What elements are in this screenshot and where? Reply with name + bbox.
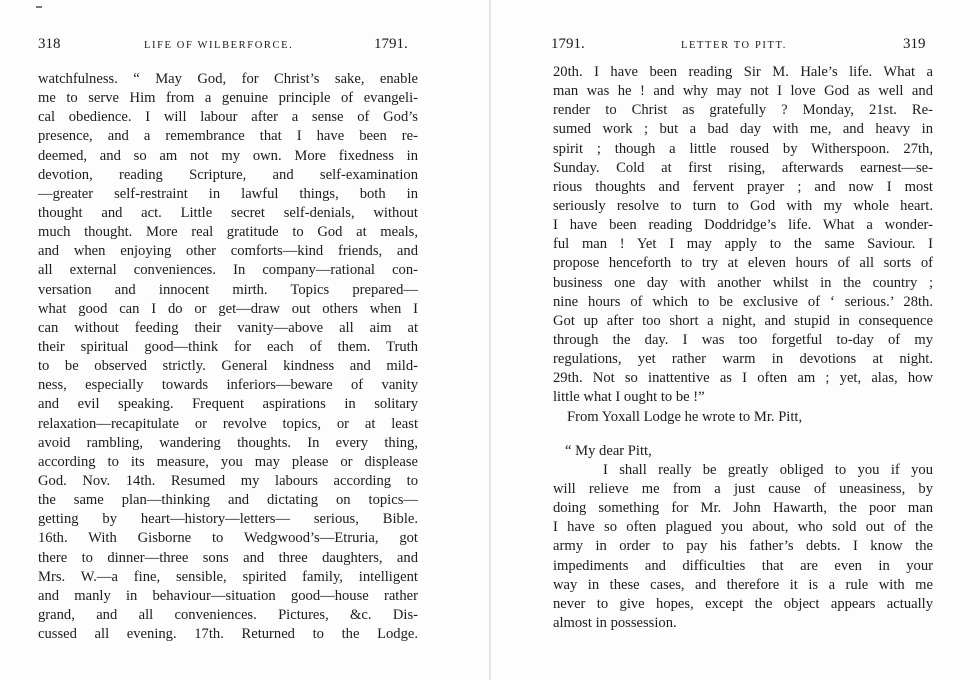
text-line: ness, especially towards inferiors—beware of vanity (38, 377, 418, 394)
left-body-text (38, 70, 418, 644)
text-line: devotion, reading Scripture, and self-examination (38, 166, 418, 183)
letter-line: I shall really be greatly obliged to you if you (603, 461, 933, 478)
letter-line: will relieve me from a just cause of uneasiness, by (553, 480, 933, 497)
left-running-head (38, 36, 418, 56)
right-running-head (551, 36, 931, 56)
letter-line: way in these cases, and therefore it is a rule with me (553, 576, 933, 593)
text-line: ful man ! Yet I may apply to the same Saviour. I (553, 236, 933, 253)
text-line: and when enjoying other comforts—kind friends, and (38, 243, 418, 260)
text-line: sumed work ; but a bad day with me, and heavy in (553, 121, 933, 138)
text-line: cal obedience. I will labour after a sense of God’s (38, 109, 418, 126)
letter-line: never to give hopes, except the object appears actually (553, 595, 933, 612)
text-line: me to serve Him from a genuine principle of evangeli- (38, 90, 418, 107)
right-body-text (553, 63, 933, 633)
text-line: Sunday. Cold at first rising, afterwards earnest—se- (553, 159, 933, 176)
text-line: little what I ought to be !” (553, 389, 705, 406)
right-running-year: 1791. (551, 36, 585, 52)
letter-line: doing something for Mr. John Hawarth, the poor man (553, 500, 933, 517)
right-page (491, 0, 980, 680)
left-running-title: LIFE OF WILBERFORCE. (144, 40, 294, 51)
text-line: presence, and a remembrance that I have been re- (38, 128, 418, 145)
letter-line: almost in possession. (553, 614, 677, 631)
text-line: the same plan—thinking and dictating on topics— (38, 492, 418, 509)
left-page-number: 318 (38, 36, 61, 52)
right-running-title: LETTER TO PITT. (681, 40, 787, 51)
text-line: Got up after too short a night, and stupid in consequence (553, 312, 933, 329)
text-line: Mrs. W.—a fine, sensible, spirited family, intelligent (38, 568, 418, 585)
text-line: grand, and all conveniences. Pictures, &c. Dis- (38, 606, 418, 623)
text-line: and evil speaking. Frequent aspirations in solitary (38, 396, 418, 413)
right-page-number: 319 (903, 36, 926, 52)
letter-line: I have so often plagued you about, who sold out of the (553, 519, 933, 536)
text-line: through the day. I was too forgetful to-day of my (553, 331, 933, 348)
text-line: business one day with another whilst in the country ; (553, 274, 933, 291)
text-line: according to its measure, you may please or displease (38, 453, 418, 470)
text-line: God. Nov. 14th. Resumed my labours according to (38, 472, 418, 489)
text-line: relaxation—recapitulate or revolve topics, or at least (38, 415, 418, 432)
text-line: all external conveniences. In company—rational con- (38, 262, 418, 279)
text-line: getting by heart—history—letters— serious, Bible. (38, 511, 418, 528)
text-line: —greater self-restraint in lawful things, both in (38, 185, 418, 202)
text-line: thought and act. Little secret self-denials, without (38, 204, 418, 221)
text-line: deemed, and so am not my own. More fixedness in (38, 147, 418, 164)
text-line: rious thoughts and fervent prayer ; and now I most (553, 178, 933, 195)
text-line: nine hours of which to be exclusive of ‘ serious.’ 28th. (553, 293, 933, 310)
text-line: to be observed strictly. General kindness and mild- (38, 358, 418, 375)
text-line: propose henceforth to try at eleven hours of all sorts of (553, 255, 933, 272)
letter-line: army in order to pay his father’s debts. I know the (553, 538, 933, 555)
text-line: can without feeding their vanity—above all aim at (38, 319, 418, 336)
text-line: what good can I do or get—draw out others when I (38, 300, 418, 317)
text-line: man was he ! and why may not I love God as well and (553, 83, 933, 100)
text-line: versation and innocent mirth. Topics prepared— (38, 281, 418, 298)
text-line: I have been reading Doddridge’s life. What a wonder- (553, 217, 933, 234)
text-line: cussed all evening. 17th. Returned to the Lodge. (38, 626, 418, 643)
letter-salutation: “ My dear Pitt, (565, 442, 652, 459)
text-line: spirit ; though a little roused by Witherspoon. 27th, (553, 140, 933, 157)
left-running-year: 1791. (374, 36, 408, 52)
text-line: 29th. Not so inattentive as I often am ; yet, alas, how (553, 370, 933, 387)
letter-line: impediments and difficulties that are even in your (553, 557, 933, 574)
text-line: seriously resolve to turn to God with my whole heart. (553, 197, 933, 214)
text-line: there to dinner—three sons and three daughters, and (38, 549, 418, 566)
text-line: 16th. With Gisborne to Wedgwood’s—Etruria, got (38, 530, 418, 547)
left-page (0, 0, 489, 680)
text-line: regulations, yet rather warm in devotions at night. (553, 351, 933, 368)
text-line: avoid rambling, wandering thoughts. In every thing, (38, 434, 418, 451)
text-line: much thought. More real gratitude to God at meals, (38, 224, 418, 241)
text-line: render to Christ as gratefully ? Monday, 21st. Re- (553, 102, 933, 119)
text-line: and manly in behaviour—situation good—house rather (38, 587, 418, 604)
text-line: 20th. I have been reading Sir M. Hale’s life. What a (553, 64, 933, 80)
text-line: watchfulness. “ May God, for Christ’s sake, enable (38, 71, 418, 87)
intro-line: From Yoxall Lodge he wrote to Mr. Pitt, (567, 408, 803, 425)
text-line: their spiritual good—think for each of them. Truth (38, 338, 418, 355)
